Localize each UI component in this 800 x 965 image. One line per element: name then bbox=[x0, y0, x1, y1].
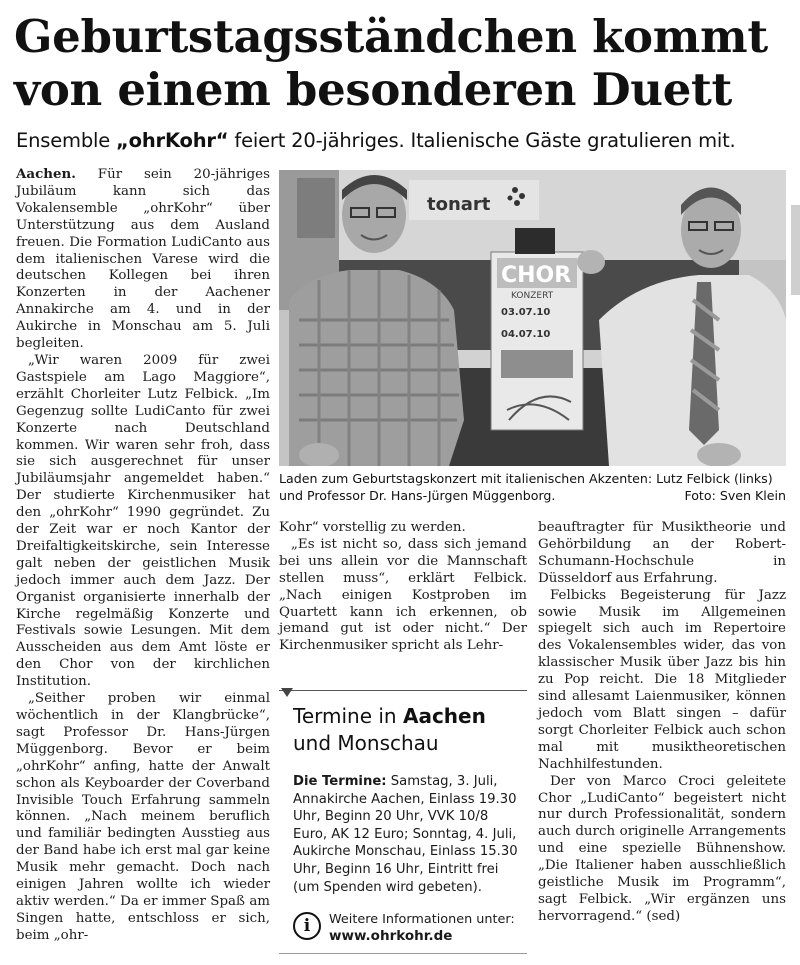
pin-icon bbox=[281, 688, 293, 697]
article-column-1 bbox=[16, 166, 270, 945]
sign-text: tonart bbox=[427, 194, 491, 215]
article-paragraph: „Wir waren 2009 für zwei Gastspiele am Lago Maggiore“, erzählt Chorleiter Lutz Felbick. „Im Gegenzug sollte LudiCanto für zwei Konzerte nach Deutschland kommen. Wir waren sehr froh, dass sie sich ausgerechnet für unser Jubiläumsjahr angemeldet haben.“ Der studierte Kirchenmusiker hat den „ohrKohr“ 1990 gegründet. Zu der Zeit war er noch Kantor der Dreifaltigkeitskirche, sein Interesse galt neben der geistlichen Musik jedoch immer auch dem Jazz. Der Organist organisierte innerhalb der Kirche regelmäßig Konzerte und Festivals sowie Lesungen. Mit dem Ausscheiden aus dem Amt löste er den Chor von der kirchlichen Institution. bbox=[16, 352, 270, 690]
more-info-label: Weitere Informationen unter: bbox=[329, 912, 515, 927]
article-paragraph: „Seither proben wir einmal wöchentlich in der Klangbrücke“, sagt Professor Dr. Hans-Jürgen Müggenborg. Bevor er beim „ohrKohr“ anfing, hatte der Anwalt schon als Keyboarder der Coverband Invisible Touch Erfahrung sammeln können. „Nach meinem beruflich und familiär bedingten Ausstieg aus der Band habe ich erst mal gar keine Musik mehr gemacht. Doch nach einigen Jahren wollte ich wieder aktiv werden.“ Da er immer Spaß am Singen hatte, entschloss er sich, beim „ohr- bbox=[16, 691, 270, 943]
photo-illustration bbox=[279, 170, 786, 466]
subhead-ensemble-name: „ohrKohr“ bbox=[116, 129, 229, 152]
title-prefix: Termine in bbox=[293, 704, 403, 728]
website-link[interactable]: www.ohrkohr.de bbox=[329, 928, 453, 944]
info-icon: i bbox=[293, 912, 321, 940]
paragraph-text: Für sein 20-jähriges Jubiläum kann sich das Vokalensemble „ohrKohr“ über Unterstützung aus dem Ausland freuen. Die Formation LudiCanto aus dem italienischen Varese wird die deutschen Kollegen bei ihren Konzerten in der Aachener Annakirche am 4. und in der Aukirche in Monschau am 5. Juli begleiten. bbox=[16, 167, 270, 352]
poster-date-1: 03.07.10 bbox=[501, 307, 551, 318]
article-paragraph: Felbicks Begeisterung für Jazz sowie Musik im Allgemeinen spiegelt sich auch im Repertoire des Vokalensembles wider, das von klassischer Musik über Jazz bis hin zu Pop reicht. Die 18 Mitglieder sind allesamt Laienmusiker, können jedoch vom Blatt singen – dafür sorgt Chorleiter Felbick auch schon mal mit musiktheoretischen Nachhilfestunden. bbox=[538, 587, 786, 772]
photo-credit: Foto: Sven Klein bbox=[684, 487, 786, 503]
article-photo bbox=[279, 170, 786, 466]
caption-text: Laden zum Geburtstagskonzert mit italienischen Akzenten: Lutz Felbick (links) und Professor Dr. Hans-Jürgen Müggenborg. bbox=[279, 471, 773, 503]
more-info bbox=[293, 909, 523, 949]
article-column-3 bbox=[538, 520, 786, 926]
dates-label: Die Termine: bbox=[293, 774, 387, 789]
article-paragraph: Kohr“ vorstellig zu werden. bbox=[279, 520, 466, 535]
infobox-title bbox=[293, 703, 523, 757]
event-dates bbox=[293, 773, 523, 896]
article-column-2 bbox=[279, 520, 527, 655]
poster-date-2: 04.07.10 bbox=[501, 329, 551, 340]
headline-line-1: Geburtstagsständchen kommt bbox=[14, 10, 768, 63]
poster-subtitle: KONZERT bbox=[511, 291, 554, 301]
more-info-text bbox=[329, 911, 515, 945]
title-city: Aachen bbox=[402, 704, 486, 728]
dates-text: Samstag, 3. Juli, Annakirche Aachen, Einlass 19.30 Uhr, Beginn 20 Uhr, VVK 10/8 Euro, AK 12 Euro; Sonntag, 4. Juli, Aukirche Monschau, Einlass 15.30 Uhr, Beginn 16 Uhr, Eintritt frei (um Spenden wird gebeten). bbox=[293, 774, 518, 895]
title-line-2: und Monschau bbox=[293, 731, 439, 755]
page-edge-fragment bbox=[791, 205, 800, 295]
photo-caption bbox=[279, 471, 786, 504]
headline-line-2: von einem besonderen Duett bbox=[14, 63, 733, 116]
poster-title: CHOR bbox=[501, 263, 572, 288]
subhead-before: Ensemble bbox=[16, 129, 117, 152]
subhead-after: feiert 20-jähriges. Italienische Gäste gratulieren mit. bbox=[228, 129, 736, 152]
article-paragraph: „Es ist nicht so, dass sich jemand bei uns allein vor die Mannschaft stellen muss“, erklärt Felbick. „Nach einigen Kostproben im Quartett kann ich erkennen, ob jemand gut ist oder nicht.“ Der Kirchenmusiker spricht als Lehr- bbox=[279, 536, 527, 654]
headline bbox=[14, 10, 794, 116]
dateline: Aachen. bbox=[16, 166, 76, 182]
events-infobox bbox=[279, 690, 527, 954]
article-paragraph bbox=[16, 166, 270, 353]
article-paragraph: Der von Marco Croci geleitete Chor „LudiCanto“ begeistert nicht nur durch Professionalität, sondern auch durch originelle Arrangements und eine spezielle Bühnenshow. „Die Italiener haben ausschließlich geistliche Musik im Programm“, sagt Felbick. „Wir ergänzen uns hervorragend.“ (sed) bbox=[538, 773, 786, 924]
article-paragraph: beauftragter für Musiktheorie und Gehörbildung an der Robert-Schumann-Hochschule in Düsseldorf aus Erfahrung. bbox=[538, 520, 786, 586]
subheadline bbox=[16, 128, 796, 154]
